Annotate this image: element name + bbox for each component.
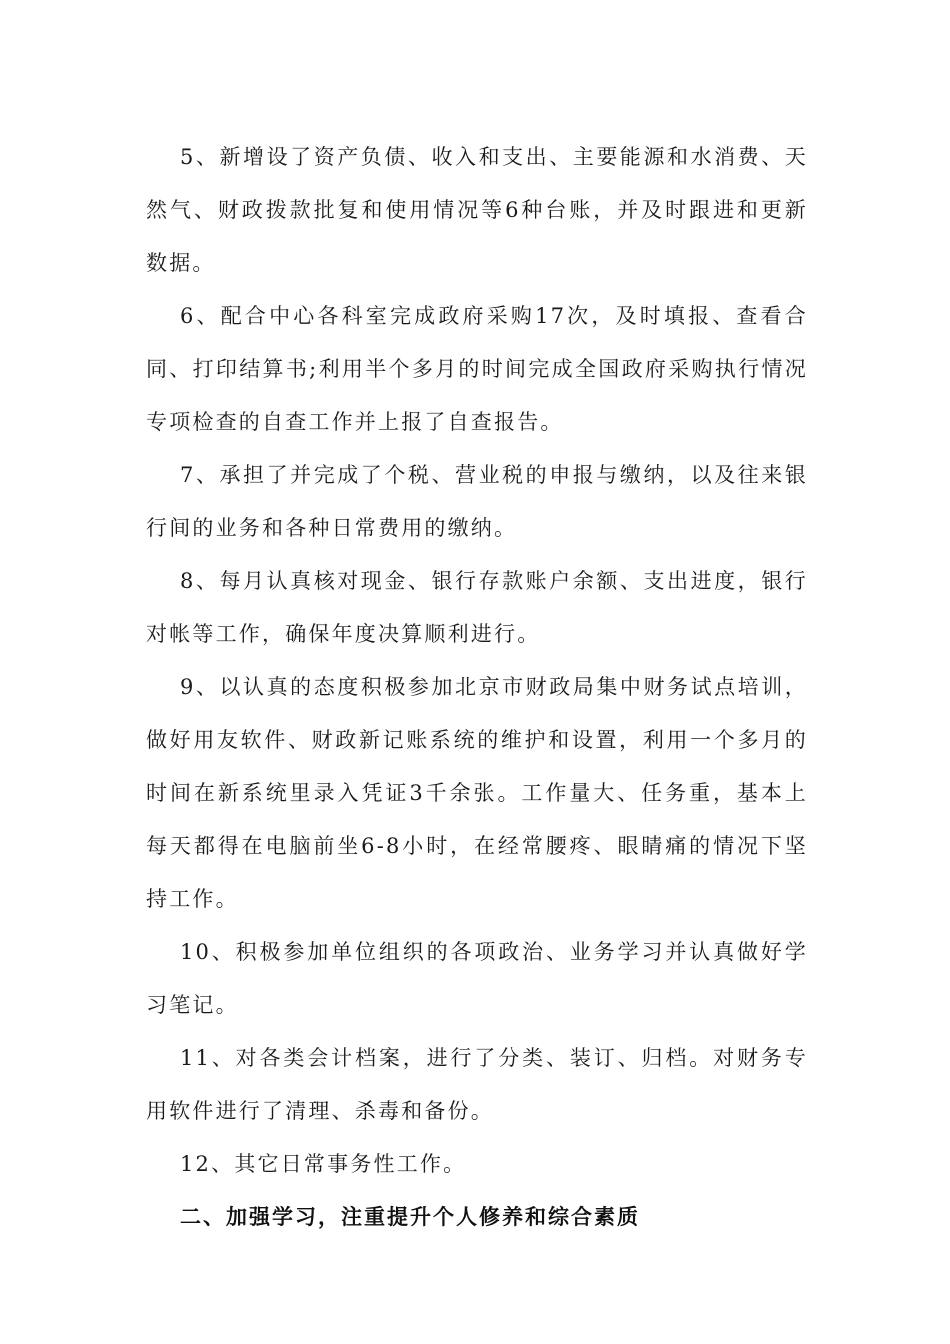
paragraph-item-9: 9、以认真的态度积极参加北京市财政局集中财务试点培训，做好用友软件、财政新记账系统的维护和设置，利用一个多月的时间在新系统里录入凭证3千余张。工作量大、任务重，基本上每天都得在电脑前坐6-8小时，在经常腰疼、眼睛痛的情况下坚持工作。 <box>146 675 808 911</box>
paragraph-item-8: 8、每月认真核对现金、银行存款账户余额、支出进度，银行对帐等工作，确保年度决算顺利进行。 <box>146 569 808 646</box>
paragraph-item-5: 5、新增设了资产负债、收入和支出、主要能源和水消费、天然气、财政拨款批复和使用情况等6种台账，并及时跟进和更新数据。 <box>146 145 808 275</box>
section-heading: 二、加强学习，注重提升个人修养和综合素质 <box>180 1205 640 1229</box>
paragraph-item-10: 10、积极参加单位组织的各项政治、业务学习并认真做好学习笔记。 <box>146 940 808 1017</box>
document-body <box>146 131 808 1244</box>
paragraph-item-11: 11、对各类会计档案，进行了分类、装订、归档。对财务专用软件进行了清理、杀毒和备份。 <box>146 1046 808 1123</box>
paragraph-item-6: 6、配合中心各科室完成政府采购17次，及时填报、查看合同、打印结算书;利用半个多月的时间完成全国政府采购执行情况专项检查的自查工作并上报了自查报告。 <box>146 304 808 434</box>
paragraph-item-12: 12、其它日常事务性工作。 <box>180 1152 467 1176</box>
paragraph-item-7: 7、承担了并完成了个税、营业税的申报与缴纳，以及往来银行间的业务和各种日常费用的缴纳。 <box>146 463 808 540</box>
